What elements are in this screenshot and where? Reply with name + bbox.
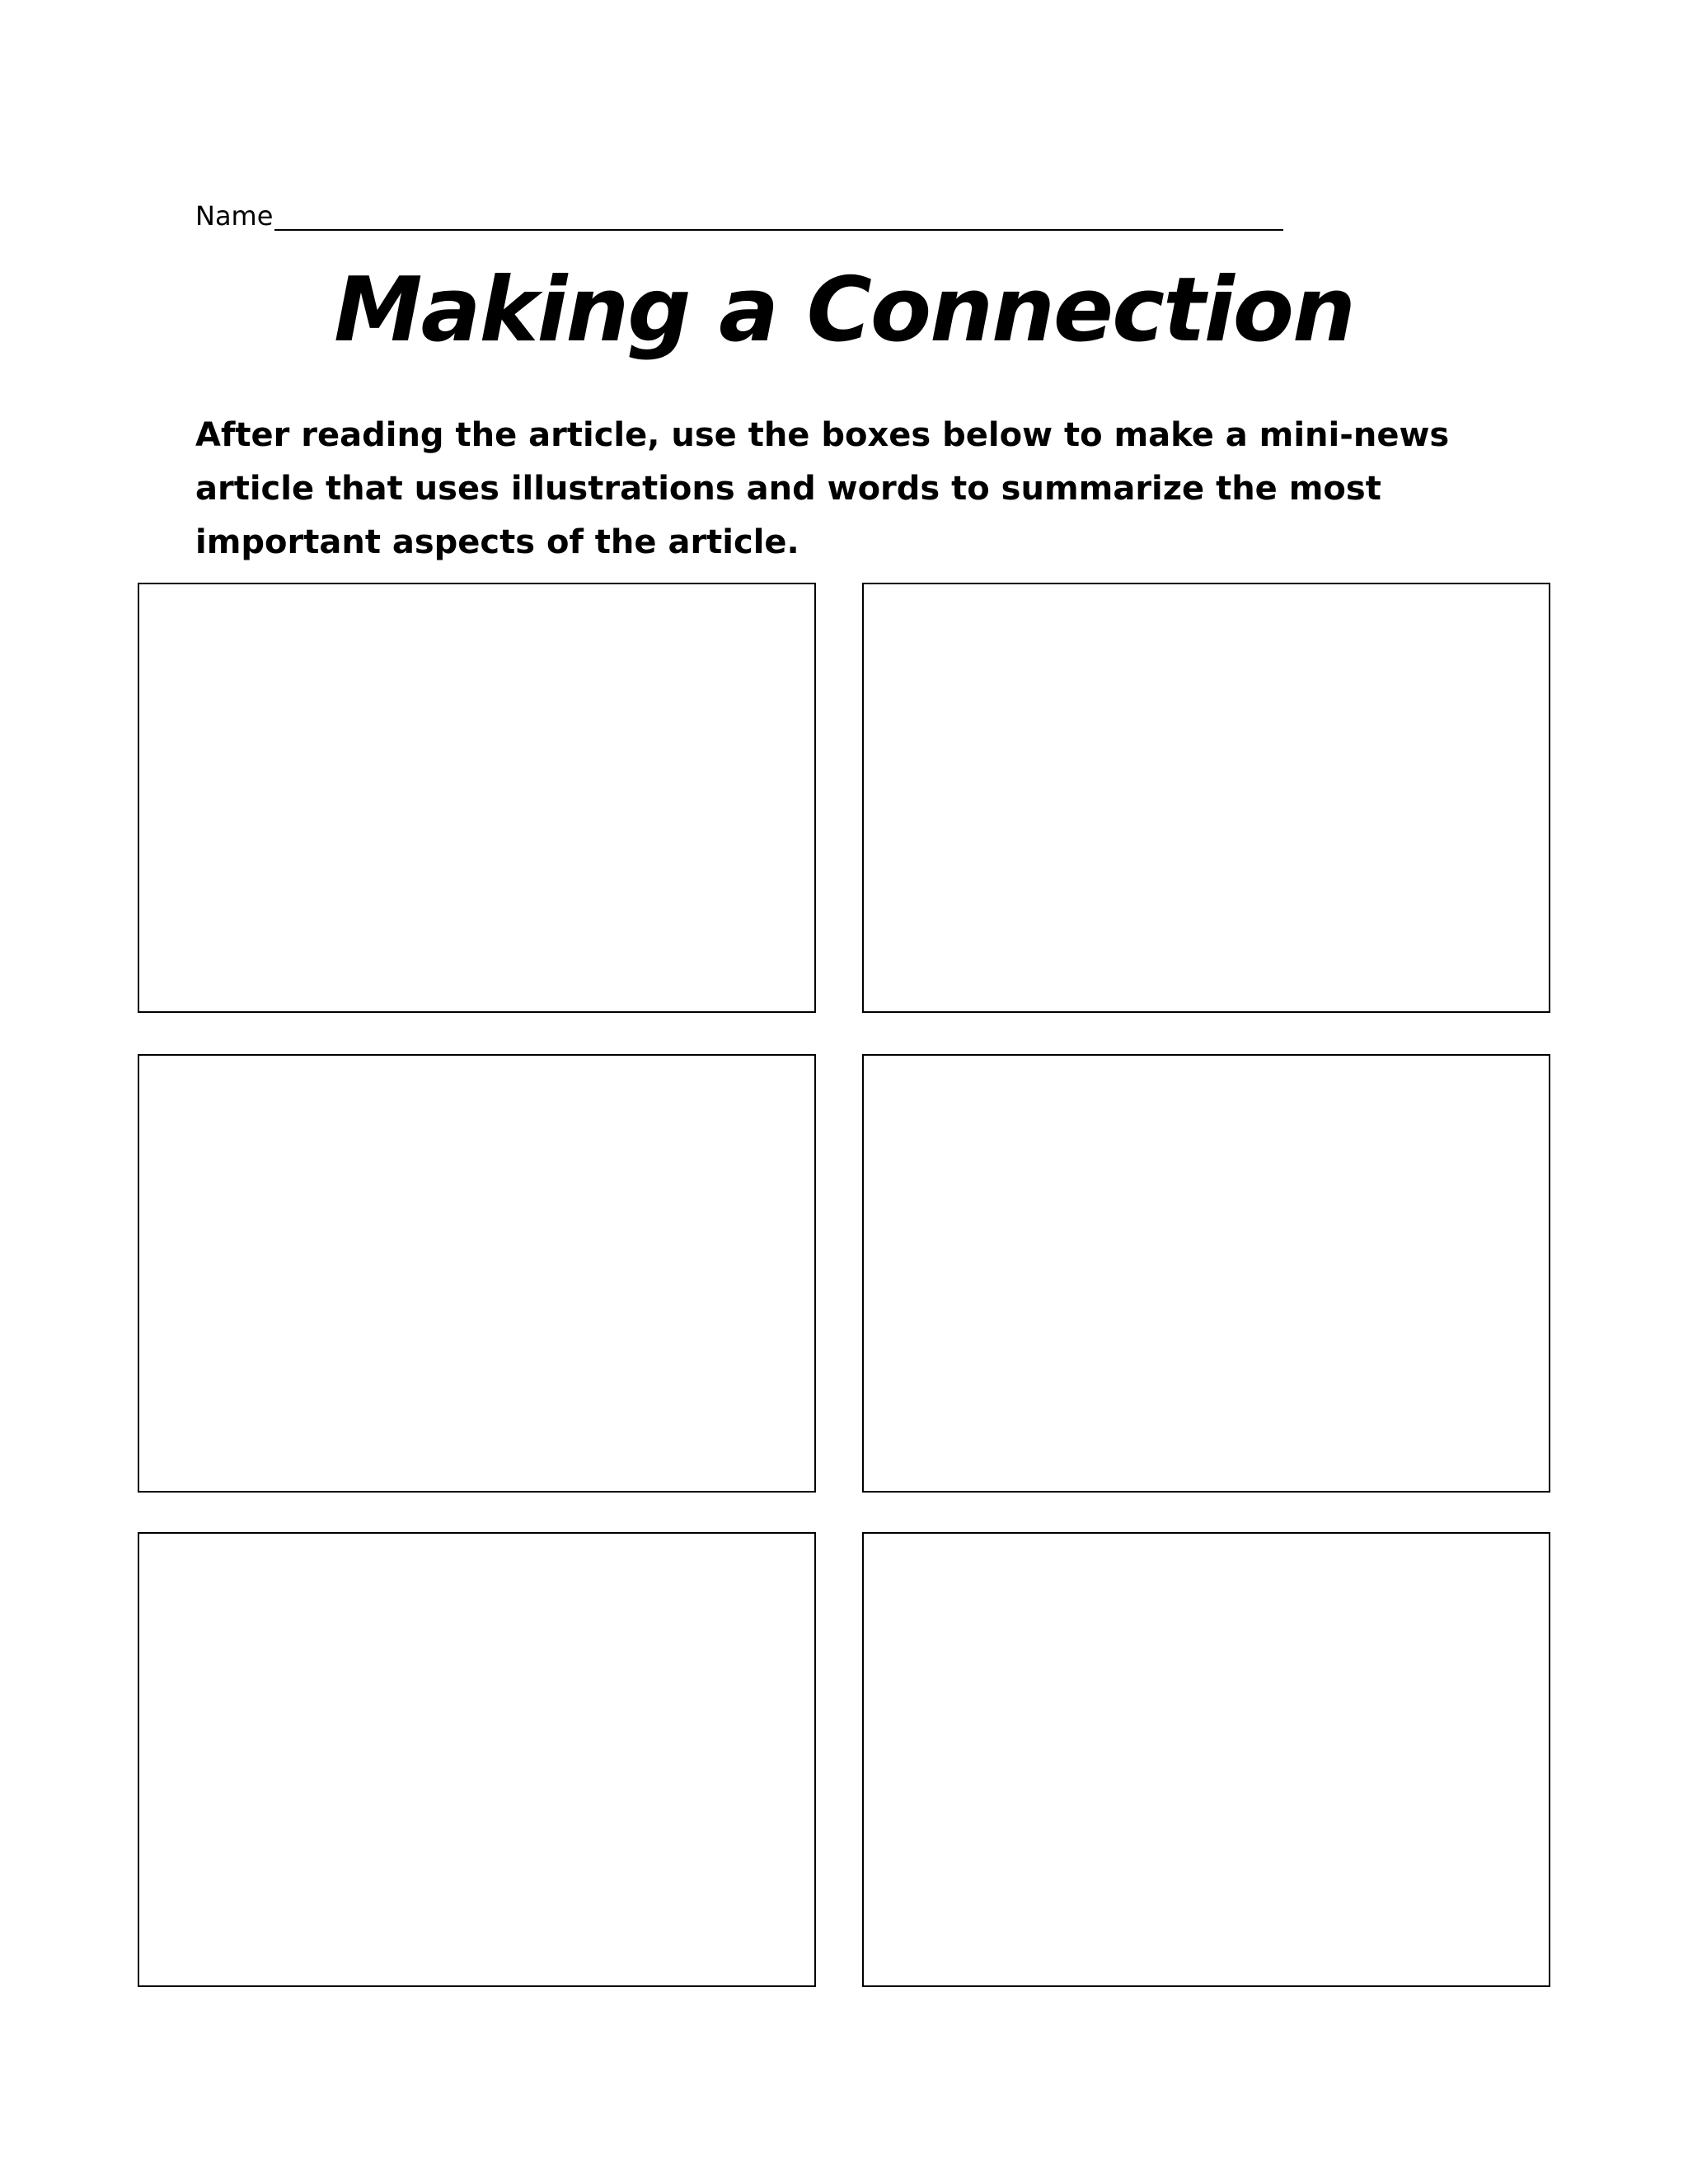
story-box-2[interactable] <box>862 583 1550 1013</box>
story-box-1[interactable] <box>138 583 816 1013</box>
instructions-text: After reading the article, use the boxes below to make a mini-news article that uses illustrations and words to summarize the most important aspects of the article. <box>195 416 1450 561</box>
name-write-line[interactable] <box>274 229 1283 231</box>
story-box-5[interactable] <box>138 1532 816 1987</box>
page-title: Making a Connection <box>334 259 1354 362</box>
story-box-3[interactable] <box>138 1054 816 1493</box>
story-box-6[interactable] <box>862 1532 1550 1987</box>
story-box-4[interactable] <box>862 1054 1550 1493</box>
name-field-row <box>195 198 1283 231</box>
name-label: Name <box>195 200 274 232</box>
